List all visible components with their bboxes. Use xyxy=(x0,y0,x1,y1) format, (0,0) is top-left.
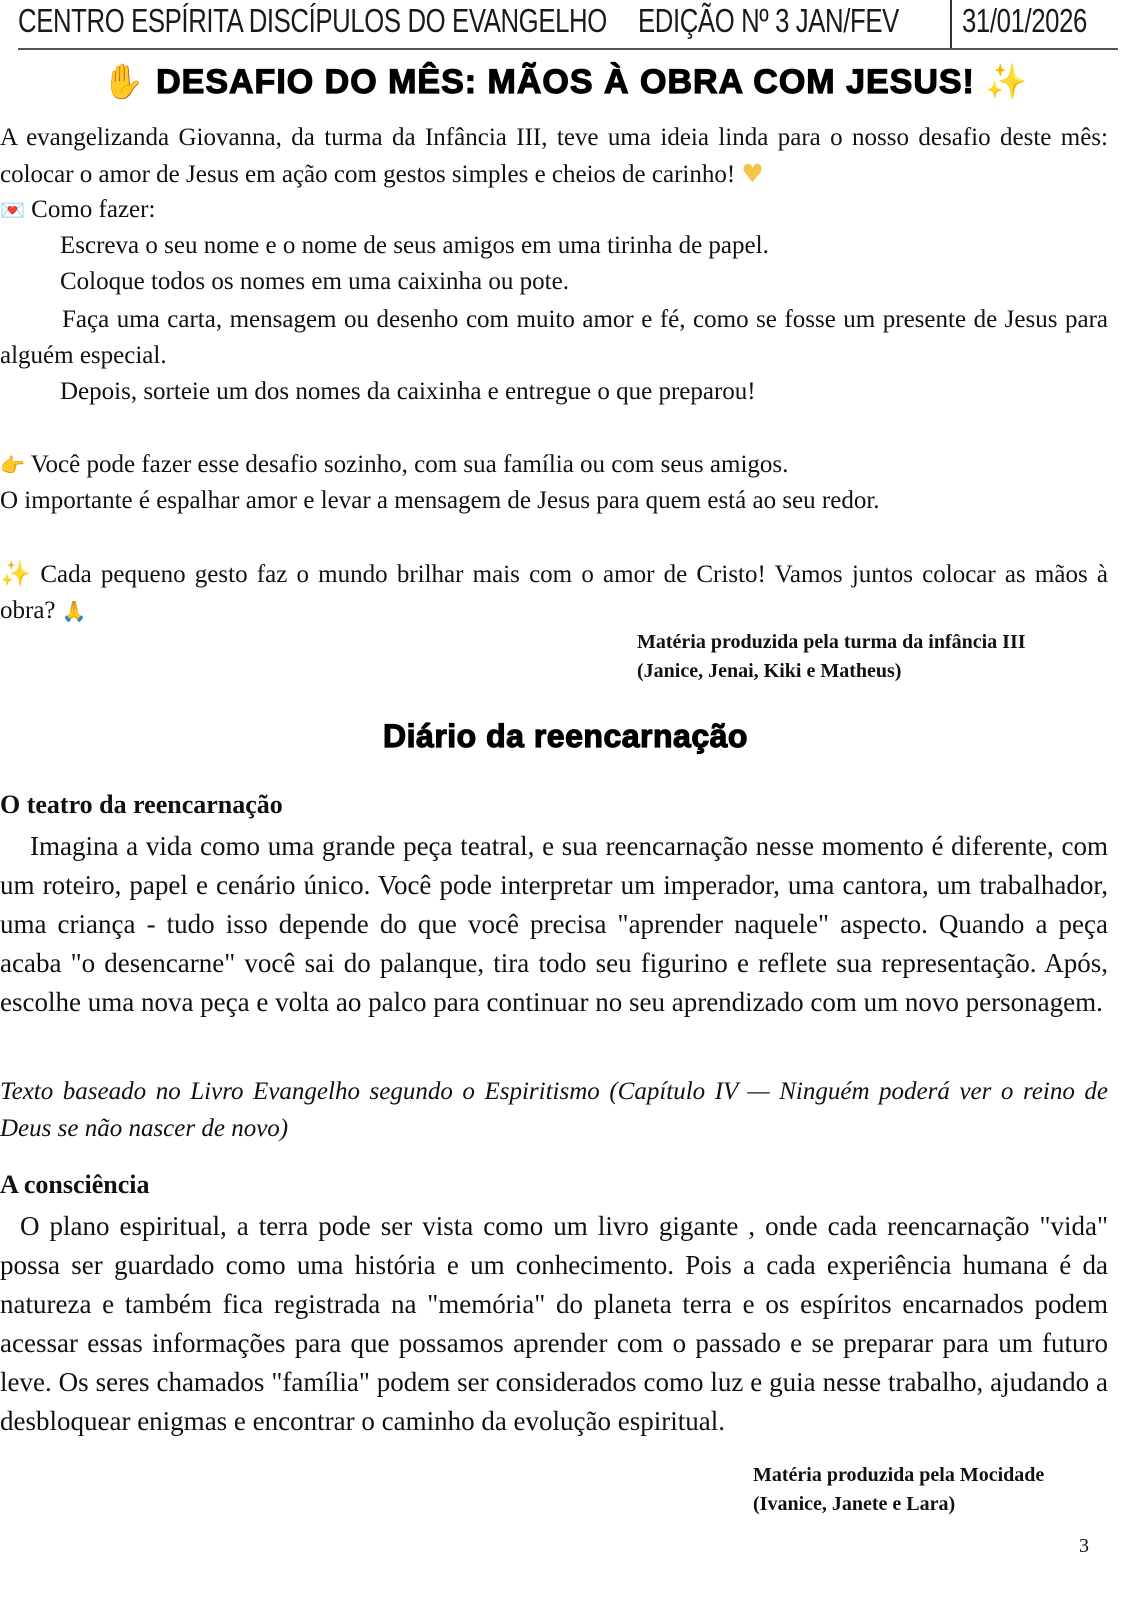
diary-title: Diário da reencarnação xyxy=(383,718,748,754)
pointing-right-icon: 👉 xyxy=(0,453,25,477)
book-reference: Texto baseado no Livro Evangelho segundo o Espiritismo (Capítulo IV — Ninguém poderá ver o reino de Deus se não nascer de novo) xyxy=(0,1078,1108,1142)
tip-line xyxy=(0,447,1108,483)
challenge-intro xyxy=(0,120,1108,193)
sparkles-icon: ✨ xyxy=(985,62,1029,102)
how-to-label-text: Como fazer: xyxy=(31,196,156,223)
section-heading-conscience: A consciência xyxy=(0,1170,150,1199)
challenge-title-text: DESAFIO DO MÊS: MÃOS À OBRA COM JESUS! xyxy=(156,63,975,101)
conscience-body: O plano espiritual, a terra pode ser vista como um livro gigante , onde cada reencarnação "vida" possa ser guardado como uma história e um conhecimento. Pois a cada experiência humana é da natureza e também fica registrada na "memória" do planeta terra e os espíritos encarnados podem acessar essas informações para que possamos aprender com o passado e se preparar para um futuro leve. Os seres chamados "família" podem ser considerados como luz e guia nesse trabalho, ajudando a desbloquear enigmas e encontrar o caminho da evolução espiritual. xyxy=(0,1211,1108,1436)
credit-line: Matéria produzida pela turma da infância III xyxy=(637,631,1026,653)
theater-body: Imagina a vida como uma grande peça teatral, e sua reencarnação nesse momento é diferente, com um roteiro, papel e cenário único. Você pode interpretar um imperador, uma cantora, um trabalhador, uma criança - tudo isso depende do que você precisa "aprender naquele" aspecto. Quando a peça acaba "o desencarne" você sai do palanque, tira todo seu figurino e reflete sua representação. Após, escolhe uma nova peça e volta ao palco para continuar no seu aprendizado com um novo personagem. xyxy=(0,831,1108,1017)
step-item: Depois, sorteie um dos nomes da caixinha e entregue o que preparou! xyxy=(60,378,756,405)
closing-message-text: Cada pequeno gesto faz o mundo brilhar mais com o amor de Cristo! Vamos juntos colocar as mãos à obra? xyxy=(0,561,1109,624)
step-item: Escreva o seu nome e o nome de seus amigos em uma tirinha de papel. xyxy=(60,232,769,259)
tip-line-2: O importante é espalhar amor e levar a mensagem de Jesus para quem está ao seu redor. xyxy=(0,487,880,514)
page-number: 3 xyxy=(1079,1535,1089,1557)
closing-message xyxy=(0,556,1108,629)
newsletter-masthead xyxy=(18,0,1118,50)
challenge-intro-text: A evangelizanda Giovanna, da turma da Infância III, teve uma ideia linda para o nosso desafio deste mês: colocar o amor de Jesus em ação com gestos simples e cheios de carinho! xyxy=(0,124,1108,188)
masthead-divider xyxy=(950,0,952,48)
section-heading-theater: O teatro da reencarnação xyxy=(0,790,283,819)
publication-date: 31/01/2026 xyxy=(962,2,1087,39)
credit-line: Matéria produzida pela Mocidade xyxy=(753,1464,1045,1486)
edition-info: EDIÇÃO Nº 3 JAN/FEV xyxy=(638,2,899,39)
sparkles-icon: ✨ xyxy=(0,559,32,588)
credit-authors: (Janice, Jenai, Kiki e Matheus) xyxy=(637,660,902,682)
diary-credit xyxy=(753,1461,1044,1519)
yellow-heart-icon: ♥ xyxy=(741,159,764,188)
step-item: Faça uma carta, mensagem ou desenho com muito amor e fé, como se fosse um presente de Jesus para alguém especial. xyxy=(0,306,1108,369)
challenge-credit xyxy=(637,628,1026,686)
love-letter-icon: 💌 xyxy=(0,198,25,222)
raised-hand-icon: ✋ xyxy=(102,62,146,102)
step-item: Coloque todos os nomes em uma caixinha ou pote. xyxy=(60,268,569,295)
credit-authors: (Ivanice, Janete e Lara) xyxy=(753,1493,956,1515)
praying-hands-icon: 🙏 xyxy=(61,599,87,623)
how-to-label xyxy=(0,192,1108,228)
organization-name: CENTRO ESPÍRITA DISCÍPULOS DO EVANGELHO xyxy=(18,2,607,39)
tip-line-text: Você pode fazer esse desafio sozinho, com sua família ou com seus amigos. xyxy=(30,451,789,478)
challenge-title xyxy=(0,62,1131,102)
